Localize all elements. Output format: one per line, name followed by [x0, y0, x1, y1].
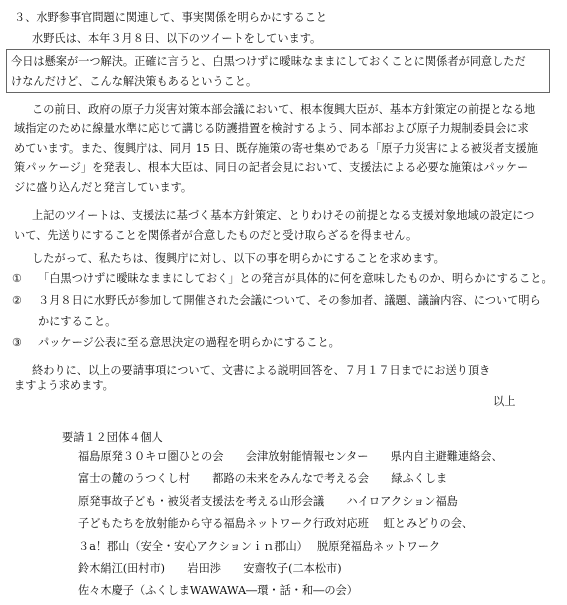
item-text: 「白黒つけずに曖昧なままにしておく」との発言が具体的に何を意味したものか、明らかにすること。	[38, 272, 553, 285]
paragraph-line: 域指定のために線量水準に応じて講じる防護措置を検討するよう、同本部および原子力規制委員会に求	[14, 122, 529, 135]
closing-line: ますよう求めます。	[14, 379, 114, 392]
closing-end: 以上	[493, 395, 516, 408]
signatory-line: 子どもたちを放射能から守る福島ネットワーク行政対応班 虹とみどりの会、	[78, 517, 474, 530]
paragraph-line: めています。また、復興庁は、同月 15 日、既存施策の寄せ集めである「原子力災害による被災者支援施	[14, 142, 538, 155]
quote-line: けなんだけど、こんな解決策もあるということ。	[11, 75, 258, 88]
signatory-line: 富士の麓のうつくし村 都路の未来をみんなで考える会 緑ふくしま	[78, 472, 448, 485]
item-text: パッケージ公表に至る意思決定の過程を明らかにすること。	[38, 336, 340, 349]
paragraph-line: 上記のツイートは、支援法に基づく基本方針策定、とりわけその前提となる支援対象地域の設定につ	[32, 209, 535, 222]
request-intro: したがって、私たちは、復興庁に対し、以下の事を明らかにすることを求めます。	[32, 252, 445, 265]
section-heading: ３、水野参事官問題に関連して、事実関係を明らかにすること	[14, 11, 328, 24]
tweet-quote-box	[6, 49, 550, 93]
item-marker: ③	[12, 336, 23, 349]
paragraph-line: 策パッケージ」を発表し、根本大臣は、同日の記者会見において、支援法による必要な施策はパッケー	[14, 161, 529, 174]
paragraph-line: この前日、政府の原子力災害対策本部会議において、根本復興大臣が、基本方針策定の前提となる地	[32, 103, 536, 116]
signatory-line: 佐々木慶子（ふくしまWAWAWA―環・話・和―の会）	[78, 584, 358, 597]
signatory-line: 福島原発３０キロ圏ひとの会 会津放射能情報センター 県内自主避難連絡会、	[78, 450, 503, 463]
paragraph-line: いて、先送りにすることを関係者が合意したものだと受け取らざるを得ません。	[14, 229, 418, 242]
closing-line: 終わりに、以上の要請事項について、文書による説明回答を、７月１７日までにお送り頂き	[32, 364, 491, 377]
item-marker: ②	[12, 294, 23, 307]
item-text: ３月８日に水野氏が参加して開催された会議について、その参加者、議題、議論内容、について明ら	[38, 294, 541, 307]
paragraph-line: ジに盛り込んだと発言しています。	[14, 181, 193, 194]
signatories-header: 要請１２団体４個人	[62, 431, 163, 444]
quote-line: 今日は懸案が一つ解決。正確に言うと、白黒つけずに曖昧なままにしておくことに関係者が同意しただ	[11, 55, 526, 68]
signatory-line: 鈴木絹江(田村市) 岩田渉 安齋牧子(二本松市)	[78, 562, 342, 575]
signatory-line: 原発事故子ども・被災者支援法を考える山形会議 ハイロアクション福島	[78, 495, 458, 508]
item-marker: ①	[12, 272, 23, 285]
item-text: かにすること。	[38, 315, 117, 328]
intro-text: 水野氏は、本年３月８日、以下のツイートをしています。	[32, 32, 322, 45]
signatory-line: ３a！郡山（安全・安心アクションｉｎ郡山） 脱原発福島ネットワーク	[78, 540, 441, 553]
